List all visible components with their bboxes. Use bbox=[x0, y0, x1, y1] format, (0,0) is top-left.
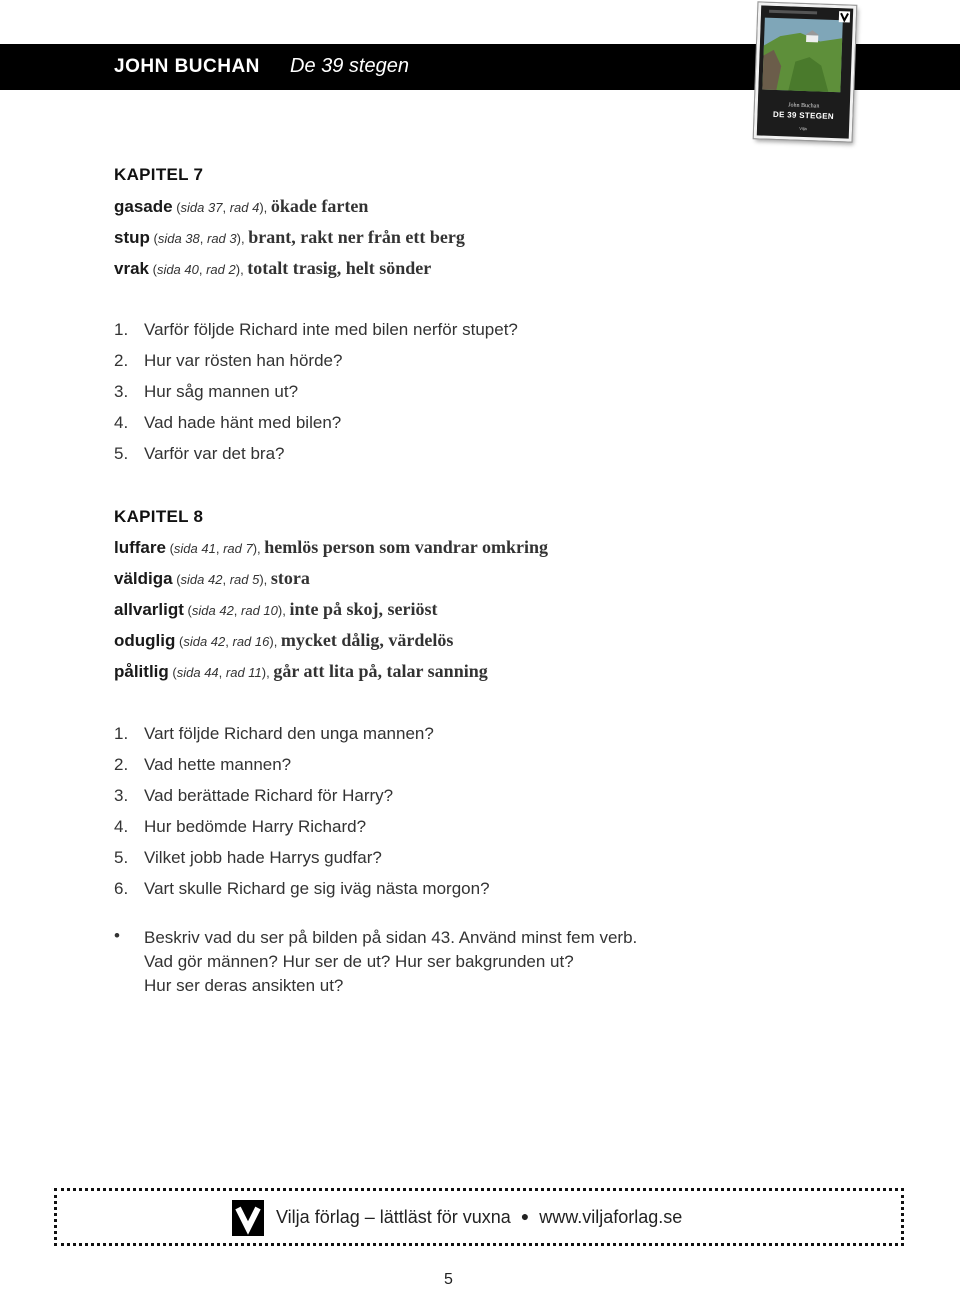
cover-publisher: Vilja bbox=[799, 125, 807, 132]
vocab-definition: går att lita på, talar sanning bbox=[273, 661, 488, 681]
vocab-definition: inte på skoj, seriöst bbox=[289, 599, 438, 619]
vocab-item: pålitlig (sida 44, rad 11), går att lita på, talar sanning bbox=[114, 661, 488, 681]
vocab-word: oduglig bbox=[114, 631, 176, 650]
vocab-item: gasade (sida 37, rad 4), ökade farten bbox=[114, 196, 369, 216]
question-item: 6. Vart skulle Richard ge sig iväg nästa morgon? bbox=[114, 879, 490, 898]
question-item: 3. Hur såg mannen ut? bbox=[114, 382, 299, 401]
vocab-item: väldiga (sida 42, rad 5), stora bbox=[114, 568, 310, 588]
vocab-word: luffare bbox=[114, 538, 166, 557]
vocab-definition: hemlös person som vandrar omkring bbox=[264, 537, 548, 557]
cover-publisher-logo-icon bbox=[839, 11, 850, 22]
vocab-item: oduglig (sida 42, rad 16), mycket dålig, värdelös bbox=[114, 630, 454, 650]
chapter-7-heading: KAPITEL 7 bbox=[114, 165, 204, 184]
task-line: Hur ser deras ansikten ut? bbox=[144, 976, 344, 995]
vocab-item: luffare (sida 41, rad 7), hemlös person som vandrar omkring bbox=[114, 537, 548, 557]
vocab-definition: ökade farten bbox=[270, 196, 369, 216]
header-book-title: De 39 stegen bbox=[290, 55, 409, 77]
question-item: 1. Varför följde Richard inte med bilen nerför stupet? bbox=[114, 320, 518, 339]
vocab-word: vrak bbox=[114, 259, 149, 278]
footer-publisher-line bbox=[276, 1207, 682, 1228]
vocab-word: stup bbox=[114, 228, 150, 247]
vocab-item: vrak (sida 40, rad 2), totalt trasig, helt sönder bbox=[114, 258, 432, 278]
page-number: 5 bbox=[444, 1271, 453, 1288]
vocab-word: allvarligt bbox=[114, 600, 184, 619]
question-item: 2. Vad hette mannen? bbox=[114, 755, 292, 774]
header-author: JOHN BUCHAN bbox=[114, 56, 260, 77]
vocab-word: väldiga bbox=[114, 569, 173, 588]
vocab-definition: totalt trasig, helt sönder bbox=[247, 258, 432, 278]
vocab-definition: mycket dålig, värdelös bbox=[280, 630, 454, 650]
bullet-icon: • bbox=[114, 926, 120, 945]
vocab-item: allvarligt (sida 42, rad 10), inte på skoj, seriöst bbox=[114, 599, 438, 619]
vocab-definition: stora bbox=[270, 568, 310, 588]
vocab-word: pålitlig bbox=[114, 662, 169, 681]
vilja-logo-icon bbox=[232, 1200, 264, 1236]
book-cover-image bbox=[754, 2, 857, 141]
question-item: 5. Varför var det bra? bbox=[114, 444, 285, 463]
question-item: 2. Hur var rösten han hörde? bbox=[114, 351, 343, 370]
footer-publisher-text: Vilja förlag – lättläst för vuxna bbox=[276, 1207, 511, 1227]
cover-author: John Buchan bbox=[788, 102, 820, 110]
footer-website-link[interactable]: www.viljaforlag.se bbox=[539, 1207, 683, 1227]
vocab-word: gasade bbox=[114, 197, 173, 216]
footer-separator: ● bbox=[520, 1208, 530, 1224]
chapter-8-heading: KAPITEL 8 bbox=[114, 507, 204, 526]
task-line: Beskriv vad du ser på bilden på sidan 43. Använd minst fem verb. bbox=[144, 928, 638, 947]
question-item: 5. Vilket jobb hade Harrys gudfar? bbox=[114, 848, 382, 867]
question-item: 3. Vad berättade Richard för Harry? bbox=[114, 786, 394, 805]
question-item: 4. Hur bedömde Harry Richard? bbox=[114, 817, 367, 836]
vocab-item: stup (sida 38, rad 3), brant, rakt ner från ett berg bbox=[114, 227, 465, 247]
question-item: 1. Vart följde Richard den unga mannen? bbox=[114, 724, 434, 743]
question-item: 4. Vad hade hänt med bilen? bbox=[114, 413, 342, 432]
cover-title: DE 39 STEGEN bbox=[772, 109, 835, 122]
vocab-definition: brant, rakt ner från ett berg bbox=[248, 227, 465, 247]
task-line: Vad gör männen? Hur ser de ut? Hur ser bakgrunden ut? bbox=[144, 952, 574, 971]
